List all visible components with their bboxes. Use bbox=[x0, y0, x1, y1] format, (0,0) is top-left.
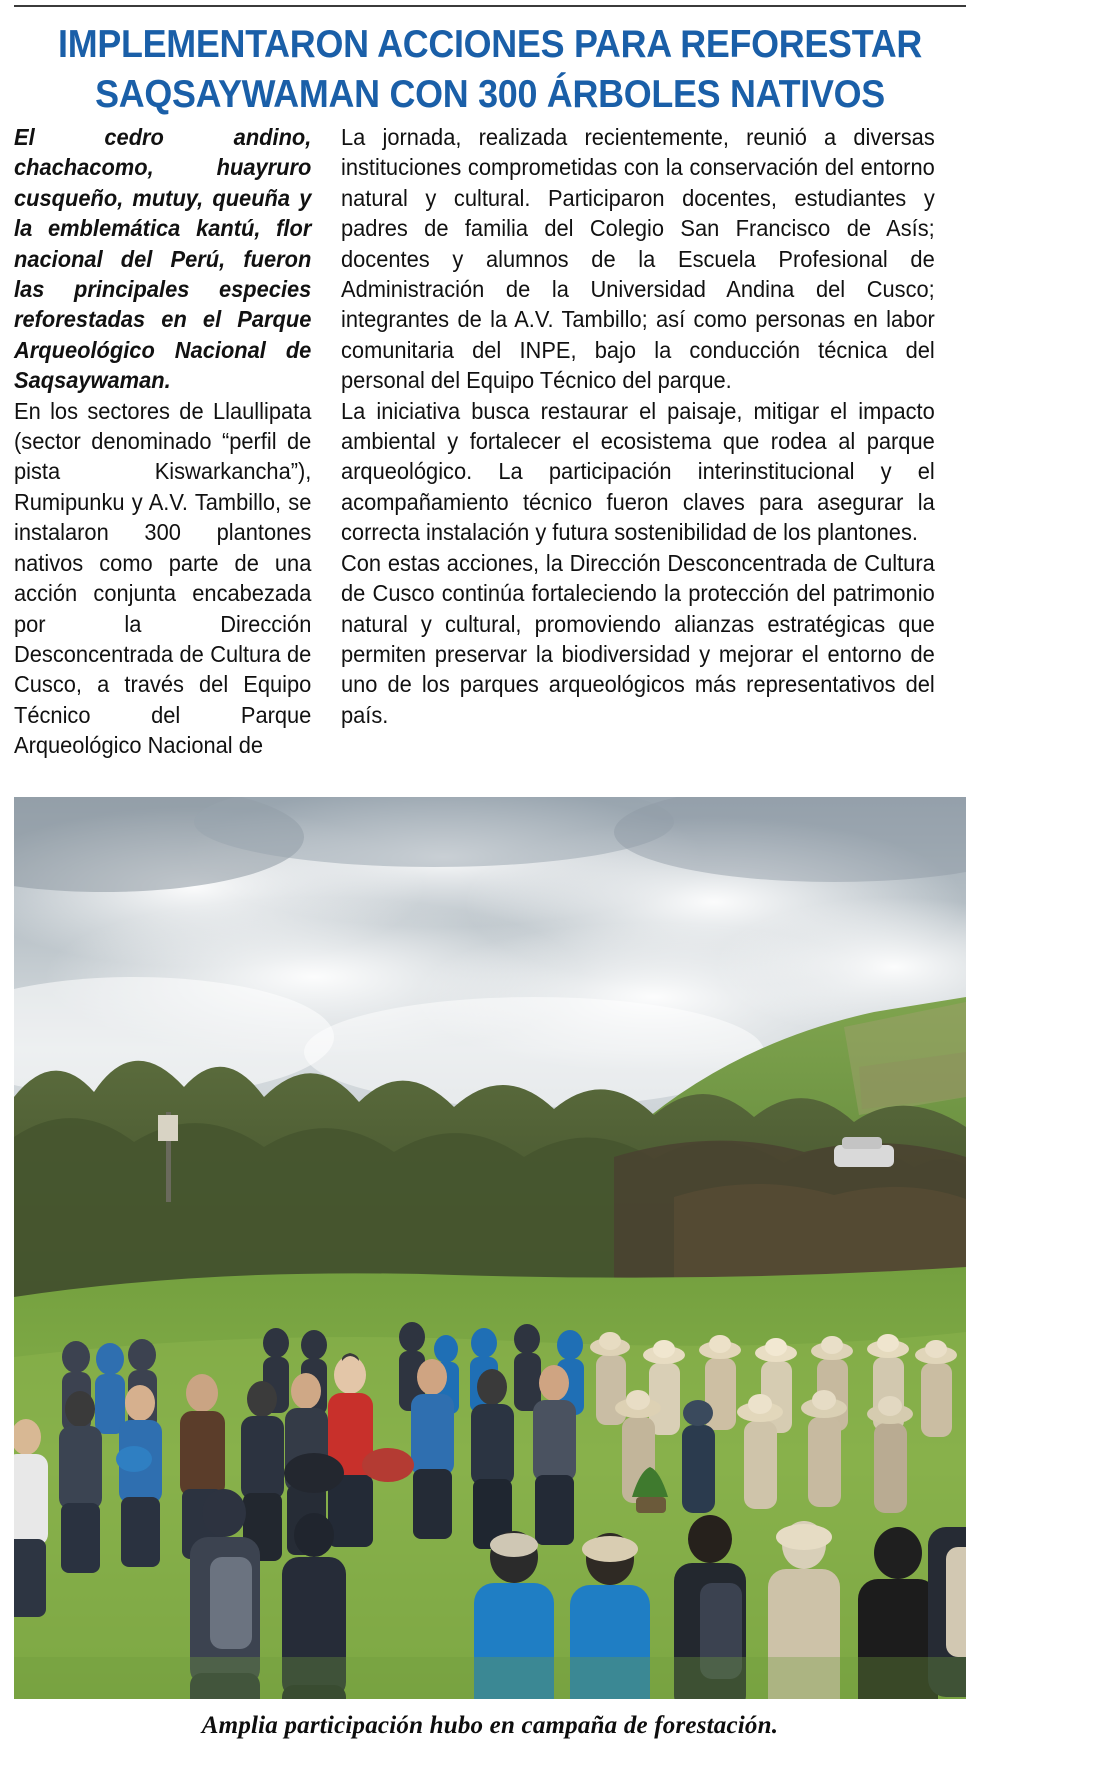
lead-paragraph: El cedro andino, chachacomo, huayruro cusqueño, mutuy, queuña y la emblemática kantú, flor nacional del Perú, fueron las principales especies reforestadas en el Parque Arqueológico Nacional de Saqsaywaman. bbox=[14, 124, 312, 394]
article-photo bbox=[14, 797, 966, 1699]
right-column-paragraph-1: La jornada, realizada recientemente, reunió a diversas instituciones comprometidas con la conservación del entorno natural y cultural. Participaron docentes, estudiantes y padres de familia del Colegio San Francisco de Asís; docentes y alumnos de la Escuela Profesional de Administración de la Universidad Andina del Cusco; integrantes de la A.V. Tambillo; así como personas en labor comunitaria del INPE, bajo la conducción técnica del personal del Equipo Técnico del parque. bbox=[341, 124, 935, 394]
headline-line-2: SAQSAYWAMAN CON 300 ÁRBOLES NATIVOS bbox=[95, 73, 885, 116]
left-column-body-paragraph: En los sectores de Llaullipata (sector denominado “perfil de pista Kiswarkancha”), Rumipunku y A.V. Tambillo, se instalaron 300 plantones nativos como parte de una acción conjunta encabezada por la Dirección Desconcentrada de Cultura de Cusco, a través del Equipo Técnico del Parque Arqueológico Nacional de bbox=[14, 397, 312, 759]
page-title bbox=[50, 20, 930, 120]
right-column-paragraph-2: La iniciativa busca restaurar el paisaje, mitigar el impacto ambiental y fortalecer el ecosistema que rodea al parque arqueológico. La participación interinstitucional y el acompañamiento técnico fueron claves para asegurar la correcta instalación y futura sostenibilidad de los plantones. bbox=[341, 397, 935, 546]
column-left bbox=[14, 122, 327, 761]
right-column-paragraph-3: Con estas acciones, la Dirección Desconcentrada de Cultura de Cusco continúa fortaleciendo la protección del patrimonio natural y cultural, promoviendo alianzas estratégicas que permiten preservar la biodiversidad y mejorar el entorno de uno de los parques arqueológicos más representativos del país. bbox=[341, 549, 935, 728]
headline-line-1: IMPLEMENTARON ACCIONES PARA REFORESTAR bbox=[58, 23, 922, 66]
photo-caption: Amplia participación hubo en campaña de forestación. bbox=[201, 1712, 779, 1739]
top-divider-rule bbox=[14, 5, 966, 7]
article-columns bbox=[14, 122, 966, 794]
column-right bbox=[341, 122, 966, 730]
photo-illustration bbox=[14, 797, 966, 1699]
